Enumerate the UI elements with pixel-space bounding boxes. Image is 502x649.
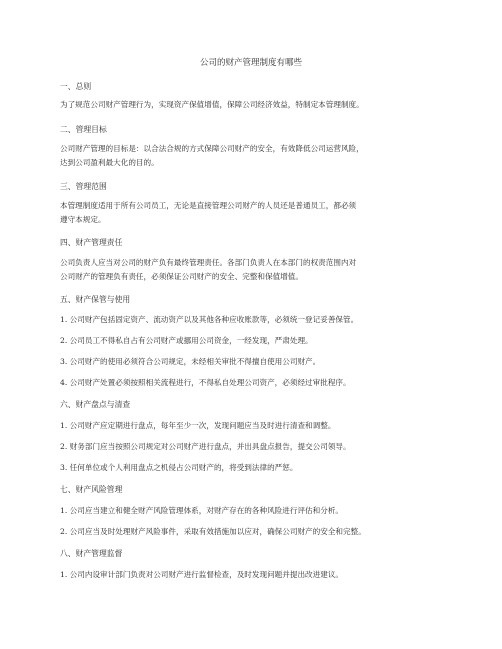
paragraph-line: 为了规范公司财产管理行为，实现资产保值增值，保障公司经济效益，特制定本管理制度。 [60,100,364,109]
section-heading-inventory: 六、财产盘点与清查 [60,400,131,409]
paragraph-line: 遵守本规定。 [60,215,106,224]
section-heading-risk: 七、财产风险管理 [60,485,123,494]
section-heading-scope: 三、管理范围 [60,182,107,191]
list-item: 3. 公司财产的使用必须符合公司规定，未经相关审批不得擅自使用公司财产。 [60,357,321,366]
list-item: 4. 公司财产处置必须按照相关流程进行，不得私自处理公司资产，必须经过审批程序。 [60,378,351,387]
paragraph-line: 公司负责人应当对公司的财产负有最终管理责任。各部门负责人在本部门的权责范围内对 [60,258,357,267]
list-item: 1. 公司财产应定期进行盘点，每年至少一次，发现问题应当及时进行清查和调整。 [60,421,336,430]
list-item: 1. 公司内设审计部门负责对公司财产进行监督检查，及时发现问题并提出改进建议。 [60,570,344,579]
list-item: 3. 任何单位或个人利用盘点之机侵占公司财产的，将受到法律的严惩。 [60,463,298,472]
paragraph-line: 公司财产管理的目标是：以合法合规的方式保障公司财产的安全，有效降低公司运营风险， [60,144,364,153]
list-item: 2. 公司应当及时处理财产风险事件，采取有效措施加以应对，确保公司财产的安全和完整。 [60,527,366,536]
list-item: 2. 财务部门应当按照公司规定对公司财产进行盘点，并出具盘点报告，提交公司领导。 [60,442,351,451]
list-item: 1. 公司应当建立和健全财产风险管理体系，对财产存在的各种风险进行评估和分析。 [60,506,344,515]
section-heading-custody: 五、财产保管与使用 [60,295,131,304]
section-heading-general: 一、总则 [60,82,92,91]
list-item: 2. 公司员工不得私自占有公司财产或挪用公司资金，一经发现，严肃处理。 [60,336,313,345]
paragraph-line: 达到公司盈利最大化的目的。 [60,158,159,167]
paragraph-line: 本管理制度适用于所有公司员工，无论是直接管理公司财产的人员还是普通员工，都必须 [60,201,357,210]
document-title: 公司的财产管理制度有哪些 [199,58,302,68]
section-heading-goals: 二、管理目标 [60,125,107,134]
section-heading-responsibility: 四、财产管理责任 [60,238,123,247]
paragraph-line: 公司财产的管理负有责任，必须保证公司财产的安全、完整和保值增值。 [60,272,303,281]
section-heading-supervision: 八、财产管理监督 [60,549,123,558]
list-item: 1. 公司财产包括固定资产、流动资产以及其他各种应收账款等，必须统一登记妥善保管。 [60,315,359,324]
